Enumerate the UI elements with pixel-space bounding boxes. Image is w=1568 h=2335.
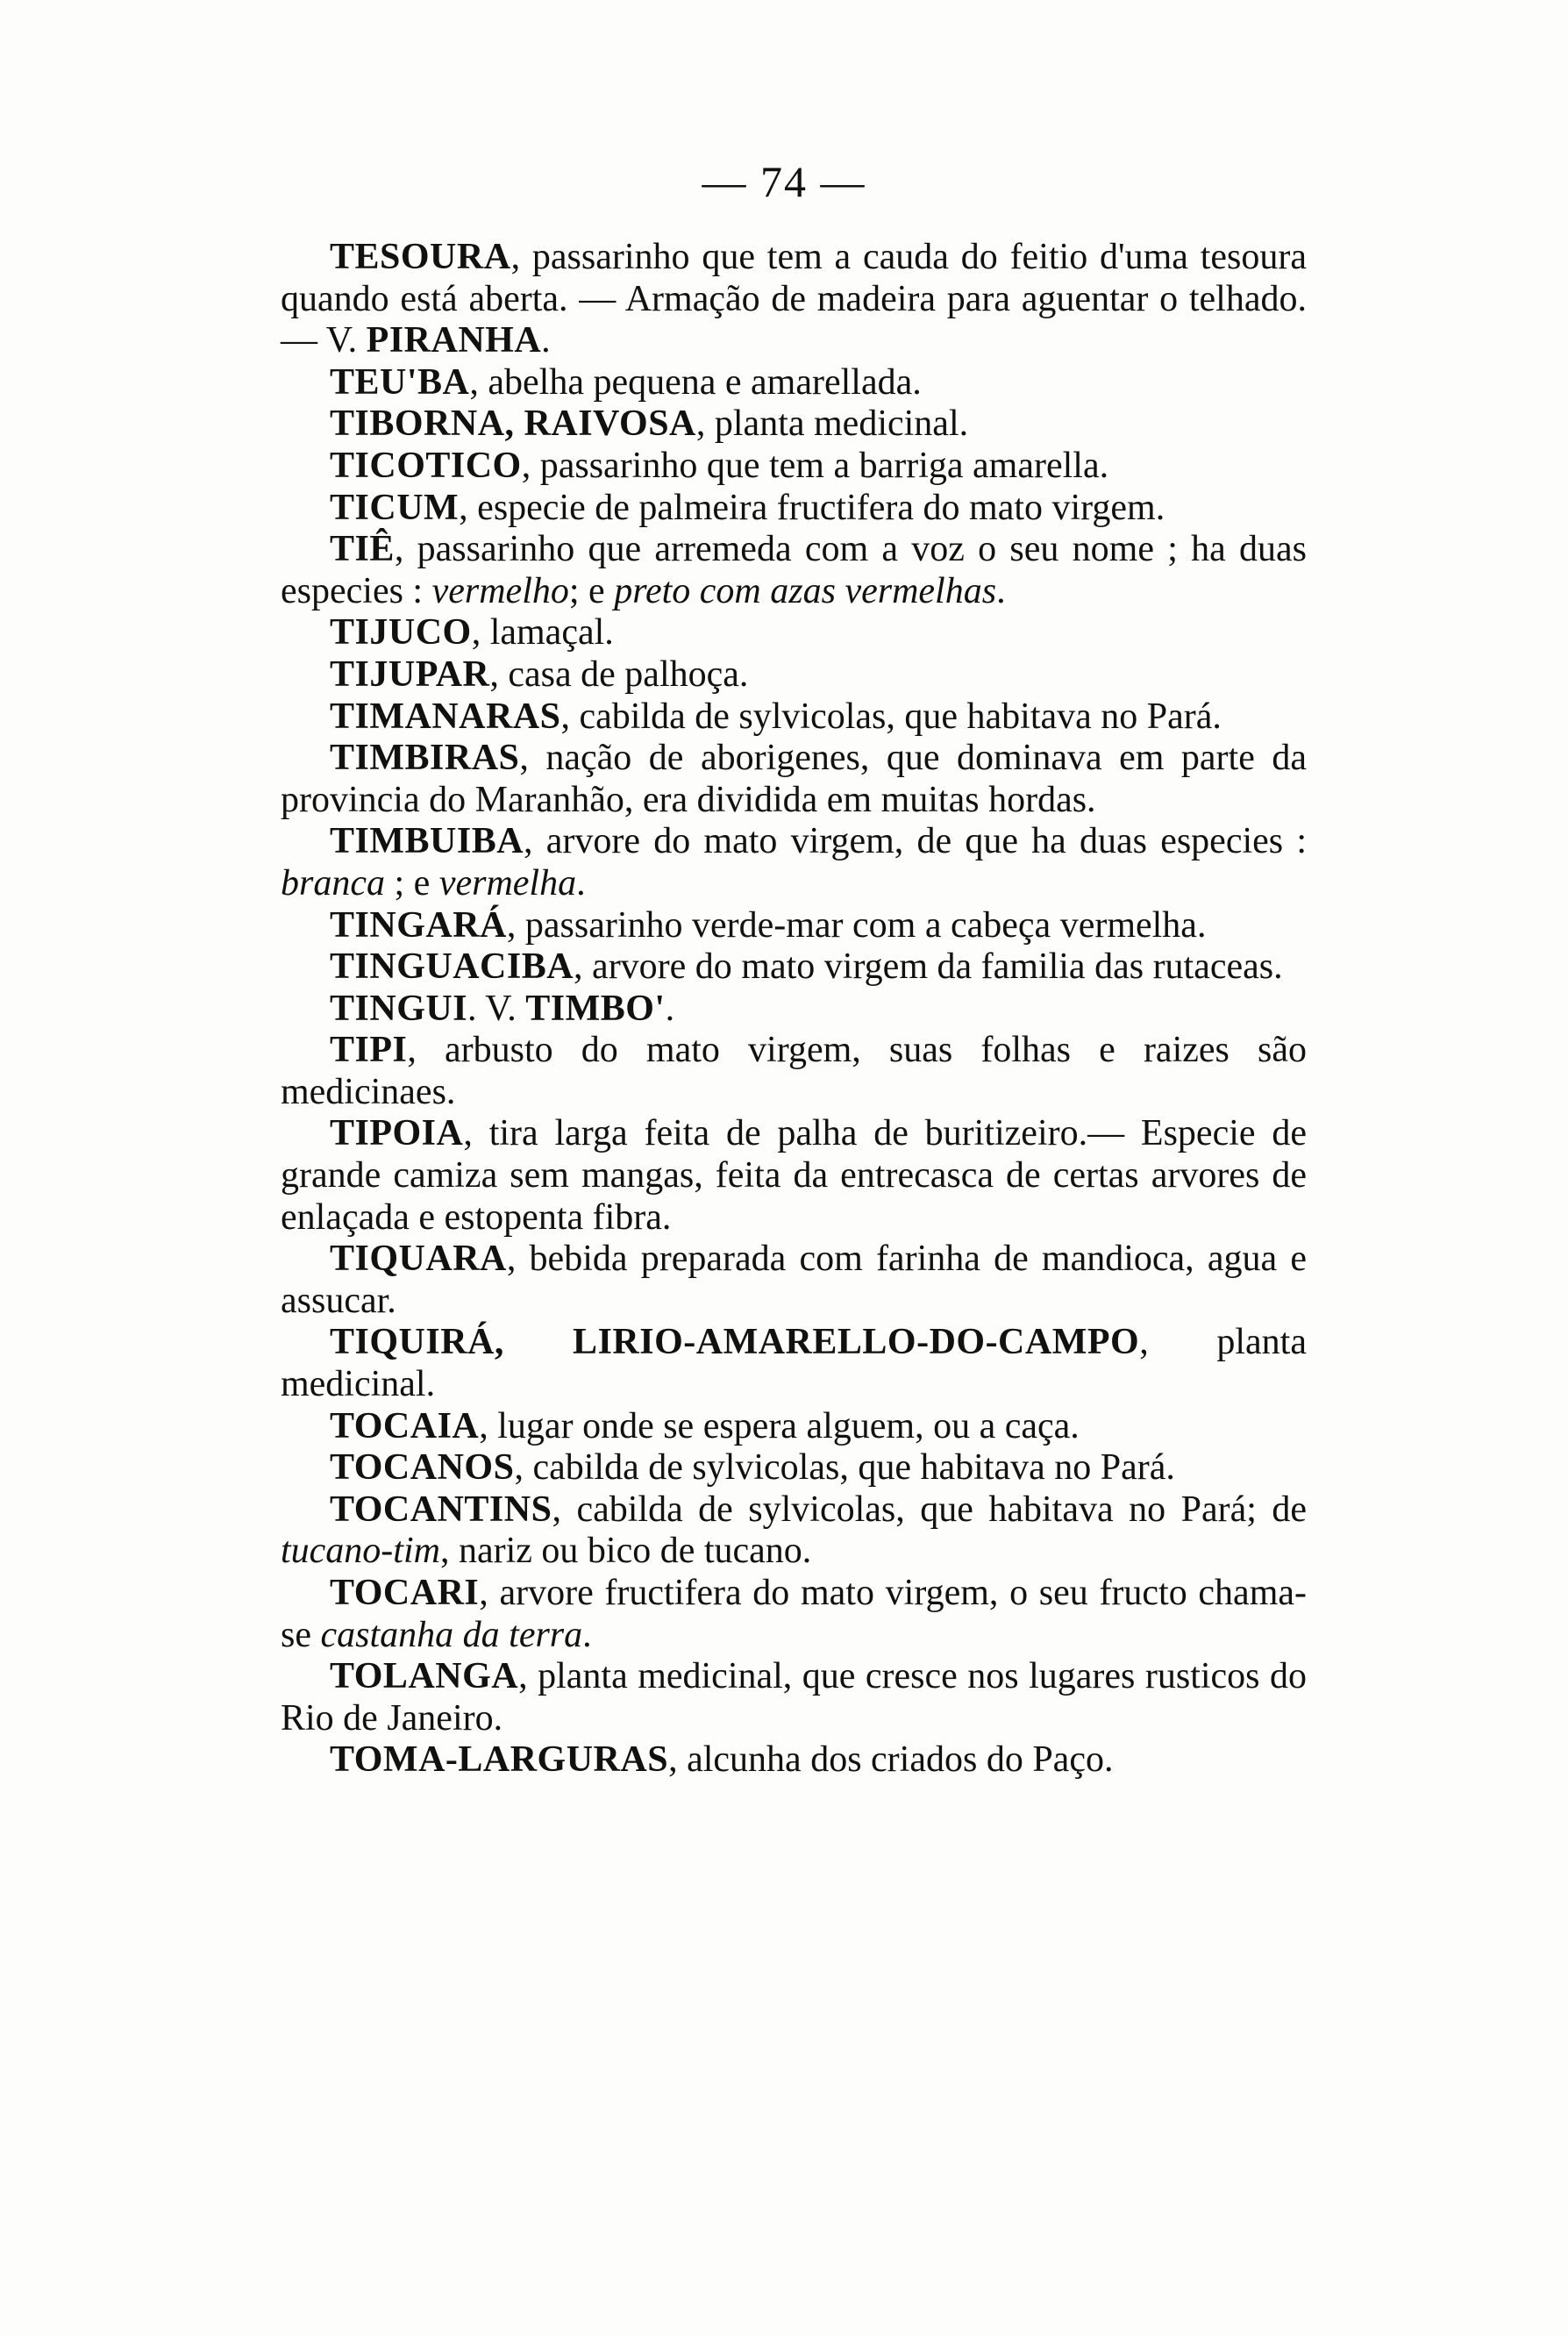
- entry-headword: TIMANARAS: [330, 696, 561, 737]
- glossary-entry: [281, 946, 1307, 989]
- entry-text: , passarinho que tem a barriga amarella.: [521, 445, 1109, 486]
- entry-italic-text: castanha da terra: [320, 1614, 583, 1655]
- glossary-entry: [281, 1030, 1307, 1113]
- glossary-entry: [281, 821, 1307, 904]
- entry-text: , especie de palmeira fructifera do mato virgem.: [459, 487, 1165, 528]
- entry-text: , casa de palhoça.: [489, 653, 749, 695]
- entry-headword: TESOURA: [330, 237, 511, 277]
- entry-italic-text: tucano-tim: [281, 1531, 440, 1572]
- entry-text: , planta medicinal.: [695, 403, 969, 445]
- entry-text: , nariz ou bico de tucano.: [439, 1531, 812, 1572]
- entry-text: .: [996, 570, 1006, 611]
- entry-headword: TOCAIA: [330, 1405, 480, 1446]
- entry-headword: TOMA-LARGURAS: [330, 1739, 669, 1781]
- entry-headword: TIMBO': [525, 988, 666, 1029]
- entry-headword: TIÊ: [330, 529, 395, 570]
- entry-text: .: [582, 1614, 592, 1655]
- entry-text: .: [576, 862, 586, 903]
- entry-italic-text: vermelha: [438, 862, 577, 903]
- entry-text: ; e: [568, 570, 615, 611]
- glossary-entry: [281, 488, 1307, 530]
- entry-headword: TICUM: [330, 487, 460, 528]
- glossary-entry: [281, 989, 1307, 1031]
- entry-text: . V.: [467, 988, 526, 1029]
- glossary-entry: [281, 237, 1307, 362]
- entry-text: .: [665, 988, 675, 1029]
- entry-headword: TINGARÁ: [330, 904, 507, 946]
- entry-headword: TIPI: [330, 1030, 408, 1071]
- entry-italic-text: branca: [281, 862, 385, 903]
- entry-headword: TOCANOS: [330, 1447, 515, 1489]
- entry-text: , arvore do mato virgem da familia das rutaceas.: [574, 946, 1283, 988]
- glossary-entry: [281, 1113, 1307, 1239]
- entry-headword: TIQUIRÁ, LIRIO-AMARELLO-DO-CAMPO: [330, 1322, 1140, 1363]
- glossary-entry: [281, 1739, 1307, 1782]
- entry-text: .: [541, 320, 551, 361]
- glossary-entry: [281, 446, 1307, 488]
- entry-headword: TIMBUIBA: [330, 821, 524, 862]
- glossary-entry: [281, 1239, 1307, 1322]
- entry-headword: TIQUARA: [330, 1239, 507, 1280]
- entry-italic-text: preto com azas vermelhas: [614, 570, 997, 611]
- entry-text: , passarinho que tem a cauda do feitio d'uma tesoura quando está aberta. — Armação de madeira para aguentar o telhado.— V.: [281, 237, 1307, 361]
- glossary-entry: [281, 1322, 1307, 1405]
- entry-headword: TIJUCO: [330, 612, 472, 653]
- entry-text: , abelha pequena e amarellada.: [469, 361, 922, 403]
- entry-text: , arvore fructifera do mato virgem, o seu fructo chama-se: [281, 1573, 1307, 1655]
- entry-headword: TICOTICO: [330, 445, 522, 486]
- glossary-entry: [281, 696, 1307, 739]
- entry-text: , passarinho verde-mar com a cabeça vermelha.: [506, 904, 1207, 946]
- entry-text: , planta medicinal, que cresce nos lugares rusticos do Rio de Janeiro.: [281, 1656, 1307, 1739]
- glossary-entry: [281, 1573, 1307, 1656]
- entry-headword: TOCANTINS: [330, 1489, 552, 1530]
- entry-text: , cabilda de sylvicolas, que habitava no Pará.: [560, 696, 1222, 737]
- glossary-entry: [281, 905, 1307, 947]
- entry-italic-text: vermelho: [431, 570, 569, 611]
- entry-text: , planta medicinal.: [281, 1322, 1307, 1405]
- entry-headword: PIRANHA: [366, 320, 542, 361]
- entry-text: , tira larga feita de palha de buritizeiro.— Especie de grande camiza sem mangas, feita da entrecasca de certas arvores de enlaçada e estopenta fibra.: [281, 1113, 1307, 1238]
- entry-text: , cabilda de sylvicolas, que habitava no Pará.: [514, 1447, 1175, 1489]
- glossary-entry: [281, 1656, 1307, 1739]
- entry-headword: TIBORNA, RAIVOSA: [330, 403, 696, 445]
- glossary-entry: [281, 362, 1307, 404]
- glossary-entry: [281, 654, 1307, 696]
- entry-text: ; e: [385, 862, 439, 903]
- glossary-entry: [281, 529, 1307, 612]
- glossary-entry: [281, 403, 1307, 446]
- glossary-entry: [281, 1489, 1307, 1573]
- entry-text: , arvore do mato virgem, de que ha duas especies :: [524, 821, 1307, 862]
- entry-text: , arbusto do mato virgem, suas folhas e raizes são medicinaes.: [281, 1030, 1307, 1112]
- entry-headword: TIPOIA: [330, 1113, 464, 1154]
- entry-headword: TINGUI: [330, 988, 468, 1029]
- entry-headword: TINGUACIBA: [330, 946, 574, 988]
- entry-headword: TEU'BA: [330, 361, 470, 403]
- entry-text: , bebida preparada com farinha de mandioca, agua e assucar.: [281, 1239, 1307, 1321]
- page-number: — 74 —: [702, 157, 866, 206]
- entry-text: , nação de aborigenes, que dominava em parte da provincia do Maranhão, era dividida em muitas hordas.: [281, 738, 1307, 820]
- entry-text: , passarinho que arremeda com a voz o seu nome ; ha duas especies :: [281, 529, 1307, 611]
- entry-headword: TIMBIRAS: [330, 738, 520, 779]
- entry-text: , lugar onde se espera alguem, ou a caça.: [479, 1405, 1080, 1446]
- entry-headword: TOLANGA: [330, 1656, 519, 1697]
- entry-text: , cabilda de sylvicolas, que habitava no Pará; de: [552, 1489, 1307, 1530]
- entry-headword: TIJUPAR: [330, 653, 490, 695]
- glossary-entry: [281, 612, 1307, 654]
- glossary-entry: [281, 738, 1307, 821]
- glossary-entry: [281, 1406, 1307, 1448]
- entry-text: , alcunha dos criados do Paço.: [668, 1739, 1114, 1781]
- entry-headword: TOCARI: [330, 1573, 480, 1613]
- glossary-entries: [281, 237, 1307, 1782]
- entry-text: , lamaçal.: [471, 612, 614, 653]
- glossary-entry: [281, 1447, 1307, 1489]
